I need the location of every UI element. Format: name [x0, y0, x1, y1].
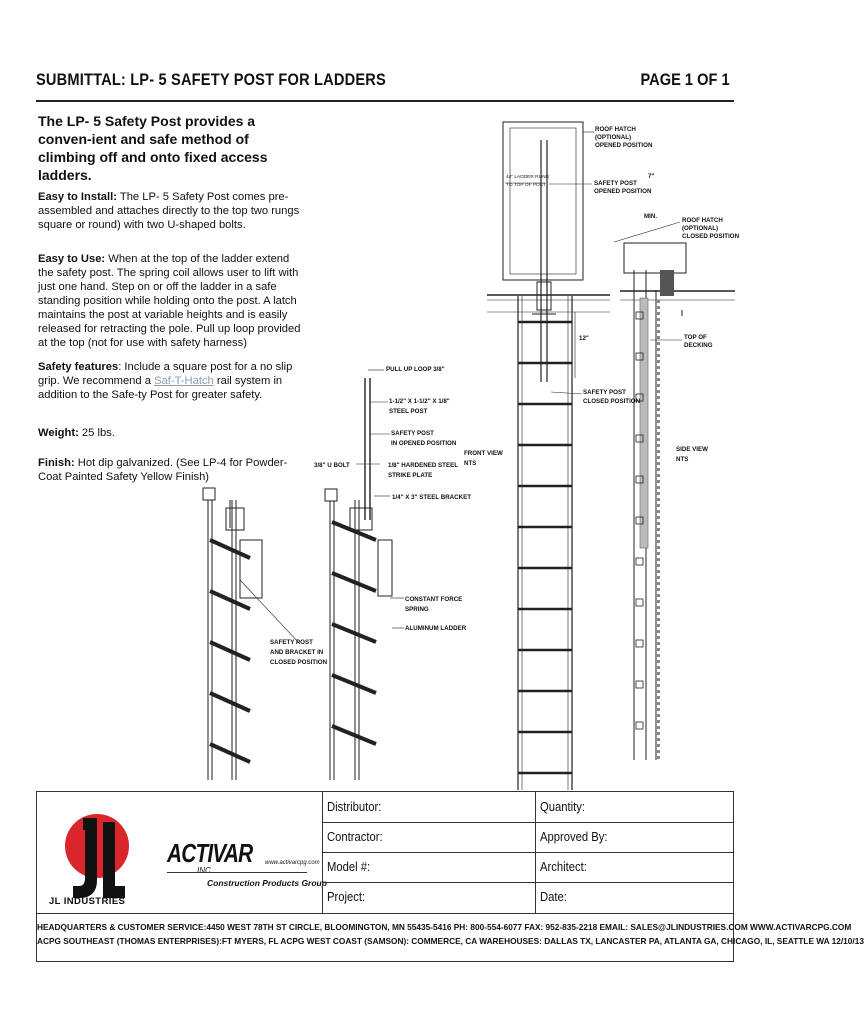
hatch-mark: [657, 630, 660, 633]
side-rung-box: [636, 681, 643, 688]
label-min: MIN.: [644, 213, 658, 220]
label-post-in-opened-2: IN OPENED POSITION: [391, 440, 457, 447]
jl-brand: JL INDUSTRIES: [49, 896, 126, 907]
hatch-mark: [657, 450, 660, 453]
label-dim-12: 12": [579, 335, 589, 342]
activar-inc: INC.: [197, 866, 213, 875]
hatch-mark: [657, 498, 660, 501]
hatch-mark: [657, 678, 660, 681]
label-post-closed-1: SAFETY POST: [583, 389, 626, 396]
hatch-mark: [657, 552, 660, 555]
contractor-field[interactable]: Contractor:: [327, 830, 383, 844]
hatch-mark: [657, 366, 660, 369]
label-spring-2: SPRING: [405, 606, 429, 613]
roof-hatch-open: [503, 122, 583, 280]
hatch-mark: [657, 528, 660, 531]
label-u-bolt: 3/8" U BOLT: [314, 462, 350, 469]
hatch-mark: [657, 522, 660, 525]
label-steel-post-2: STEEL POST: [389, 408, 428, 415]
page-title: SUBMITTAL: LP- 5 SAFETY POST FOR LADDERS: [36, 70, 386, 89]
approved-by-field[interactable]: Approved By:: [540, 830, 608, 844]
hatch-mark: [657, 558, 660, 561]
finish-text: Hot dip galvanized. (See LP-4 for Powder-Coat Painted Safety Yellow Finish): [38, 457, 288, 483]
hatch-mark: [657, 420, 660, 423]
hatch-mark: [657, 456, 660, 459]
hatch-mark: [657, 702, 660, 705]
hatch-mark: [657, 588, 660, 591]
grid-row-2: [322, 852, 734, 853]
hatch-mark: [657, 618, 660, 621]
grid-bottom: [37, 913, 734, 914]
activar-url: www.activarcpg.com: [265, 860, 320, 866]
hatch-mark: [657, 402, 660, 405]
hatch-mark: [657, 714, 660, 717]
perspective-rung: [332, 675, 376, 693]
hatch-mark: [657, 546, 660, 549]
finish-heading: Finish:: [38, 457, 75, 469]
hatch-mark: [657, 354, 660, 357]
label-roof-hatch-open-3: OPENED POSITION: [595, 142, 653, 149]
hatch-mark: [657, 414, 660, 417]
weight-heading: Weight:: [38, 427, 79, 439]
label-spring-1: CONSTANT FORCE: [405, 596, 463, 603]
perspective-rung: [210, 591, 250, 609]
hatch-mark: [657, 396, 660, 399]
hatch-mark: [657, 492, 660, 495]
quantity-field[interactable]: Quantity:: [540, 800, 586, 814]
hatch-mark: [657, 666, 660, 669]
side-rung-box: [636, 722, 643, 729]
hatch-mark: [657, 360, 660, 363]
hatch-mark: [657, 480, 660, 483]
hatch-mark: [657, 534, 660, 537]
hatch-mark: [657, 582, 660, 585]
hatch-mark: [657, 648, 660, 651]
hatch-mark: [657, 660, 660, 663]
side-rung-box: [636, 640, 643, 647]
hatch-mark: [657, 342, 660, 345]
hatch-mark: [657, 642, 660, 645]
hatch-mark: [657, 516, 660, 519]
hatch-mark: [657, 570, 660, 573]
hatch-mark: [657, 372, 660, 375]
hatch-mark: [657, 468, 660, 471]
side-rung-box: [636, 599, 643, 606]
safety-text-after: rail system in addition to the Safe-ty Post for greater safety.: [38, 375, 283, 401]
label-top-of-decking-1: TOP OF: [684, 334, 707, 341]
roof-hatch-closed: [624, 243, 686, 273]
hatch-mark: [657, 654, 660, 657]
hatch-mark: [657, 720, 660, 723]
hatch-mark: [657, 378, 660, 381]
perspective-rung: [332, 726, 376, 744]
label-bracket-closed-2: AND BRACKET IN: [270, 649, 324, 656]
page-number: PAGE 1 OF 1: [640, 70, 730, 89]
front-ladder-rungs: [518, 322, 572, 773]
label-roof-hatch-closed-1: ROOF HATCH: [682, 217, 723, 224]
safety-heading: Safety features: [38, 361, 119, 373]
activar-logo: ACTIVAR: [167, 838, 253, 868]
perspective-rung: [332, 522, 376, 540]
hatch-mark: [657, 576, 660, 579]
grid-row-3: [322, 882, 734, 883]
hatch-mark: [657, 306, 660, 309]
use-heading: Easy to Use:: [38, 253, 106, 265]
hatch-mark: [657, 600, 660, 603]
label-strike-plate-2: STRIKE PLATE: [388, 472, 433, 479]
hatch-mark: [657, 564, 660, 567]
activar-rule: [167, 872, 307, 873]
hatch-mark: [657, 732, 660, 735]
label-roof-hatch-open-2: (OPTIONAL): [595, 134, 632, 141]
intro-text: The LP- 5 Safety Post provides a conven-ient and safe method of climbing off and onto fixed access ladders.: [38, 113, 268, 183]
date-field[interactable]: Date:: [540, 890, 567, 904]
label-post-closed-2: CLOSED POSITION: [583, 398, 641, 405]
hatch-mark: [657, 540, 660, 543]
address-line-1: HEADQUARTERS & CUSTOMER SERVICE:4450 WEST 78TH ST CIRCLE, BLOOMINGTON, MN 55435-5416 PH: 800-554-6077 FAX: 952-835-2218 EMAIL: SALES@JLINDUSTRIES.COM WWW.ACTIVARCPG.COM: [37, 922, 852, 932]
side-wall-hatching: [657, 300, 660, 759]
hatch-mark: [657, 384, 660, 387]
hatch-mark: [657, 636, 660, 639]
label-top-of-decking-2: DECKING: [684, 342, 713, 349]
activar-group: Construction Products Group: [207, 878, 327, 888]
label-pull-up-loop: PULL UP LOOP 3/8": [386, 366, 445, 373]
hatch-mark: [657, 672, 660, 675]
perspective-rung: [210, 642, 250, 660]
perspective-rung: [332, 573, 376, 591]
label-ladder-rung-1: 44" LADDER RUNG: [506, 175, 550, 180]
hatch-mark: [657, 594, 660, 597]
hatch-mark: [657, 432, 660, 435]
label-roof-hatch-closed-2: (OPTIONAL): [682, 225, 719, 232]
label-bracket-closed-3: CLOSED POSITION: [270, 659, 328, 666]
side-rung-box: [636, 558, 643, 565]
label-steel-post-1: 1-1/2" X 1-1/2" X 1/8": [389, 398, 450, 405]
hatch-mark: [657, 606, 660, 609]
hatch-mark: [657, 624, 660, 627]
label-strike-plate-1: 1/8" HARDENED STEEL: [388, 462, 458, 469]
hatch-mark: [657, 390, 660, 393]
architect-field[interactable]: Architect:: [540, 860, 587, 874]
submittal-footer: [36, 791, 864, 962]
hatch-mark: [657, 336, 660, 339]
hatch-mark: [657, 726, 660, 729]
hatch-mark: [657, 738, 660, 741]
label-post-opened-1: SAFETY POST: [594, 180, 637, 187]
hatch-mark: [657, 744, 660, 747]
distributor-field[interactable]: Distributor:: [327, 800, 382, 814]
safety-text-before: : Include a square post for a no slip grip. We recommend a: [38, 361, 293, 387]
weight-text: 25 lbs.: [78, 427, 115, 439]
hatch-mark: [657, 438, 660, 441]
hatch-mark: [657, 462, 660, 465]
use-text: When at the top of the ladder extend the safety post. The spring coil allows user to lift with just one hand. Step on or off the ladder in a safe standing position while holding onto the post. A latch maintains the post at variable heights and is easily released for retracting the pole. Pull up loop provided at the top (not for use with safety harness): [38, 253, 301, 349]
hatch-mark: [657, 486, 660, 489]
label-dim-7: 7": [648, 173, 655, 180]
jl-logo: [53, 806, 143, 906]
hatch-mark: [657, 504, 660, 507]
saf-t-hatch-link[interactable]: Saf-T-Hatch: [154, 375, 214, 387]
hatch-mark: [657, 708, 660, 711]
install-text: The LP- 5 Safety Post comes pre-assembled and attaches directly to the top two rungs square or round) with two U-shaped bolts.: [38, 191, 300, 231]
hatch-mark: [657, 612, 660, 615]
label-post-in-opened-1: SAFETY POST: [391, 430, 434, 437]
hatch-mark: [657, 690, 660, 693]
install-heading: Easy to Install:: [38, 191, 117, 203]
label-aluminum-ladder: ALUMINUM LADDER: [405, 625, 467, 632]
project-field[interactable]: Project:: [327, 890, 366, 904]
hatch-mark: [657, 324, 660, 327]
hatch-mark: [657, 684, 660, 687]
perspective-rung: [210, 693, 250, 711]
label-front-view-2: NTS: [464, 460, 477, 467]
label-front-view-1: FRONT VIEW: [464, 450, 503, 457]
hatch-mark: [657, 318, 660, 321]
label-roof-hatch-closed-3: CLOSED POSITION: [682, 233, 740, 240]
hatch-mark: [657, 312, 660, 315]
hatch-mark: [657, 474, 660, 477]
perspective-rung: [210, 744, 250, 762]
perspective-rung: [332, 624, 376, 642]
perspective-rung: [210, 540, 250, 558]
address-line-2: ACPG SOUTHEAST (THOMAS ENTERPRISES):FT MYERS, FL ACPG WEST COAST (SAMSON): COMMERCE, CA WAREHOUSES: DALLAS TX, LANCASTER PA, ATLANTA GA, CHICAGO, IL, SEATTLE WA 12/10/13: [37, 936, 864, 946]
model-field[interactable]: Model #:: [327, 860, 371, 874]
hatch-mark: [657, 426, 660, 429]
label-steel-bracket: 1/4" X 3" STEEL BRACKET: [392, 494, 471, 501]
label-ladder-rung-2: TO TOP OF POST: [506, 183, 546, 188]
hatch-mark: [657, 696, 660, 699]
label-post-opened-2: OPENED POSITION: [594, 188, 652, 195]
hatch-mark: [657, 750, 660, 753]
hatch-mark: [657, 408, 660, 411]
hatch-mark: [657, 300, 660, 303]
label-roof-hatch-open-1: ROOF HATCH: [595, 126, 636, 133]
label-side-view-1: SIDE VIEW: [676, 446, 708, 453]
hatch-mark: [657, 756, 660, 759]
grid-row-1: [322, 822, 734, 823]
hatch-mark: [657, 330, 660, 333]
label-bracket-closed-1: SAFETY POST: [270, 639, 313, 646]
hatch-mark: [657, 348, 660, 351]
hatch-mark: [657, 444, 660, 447]
label-side-view-2: NTS: [676, 456, 689, 463]
hatch-mark: [657, 510, 660, 513]
